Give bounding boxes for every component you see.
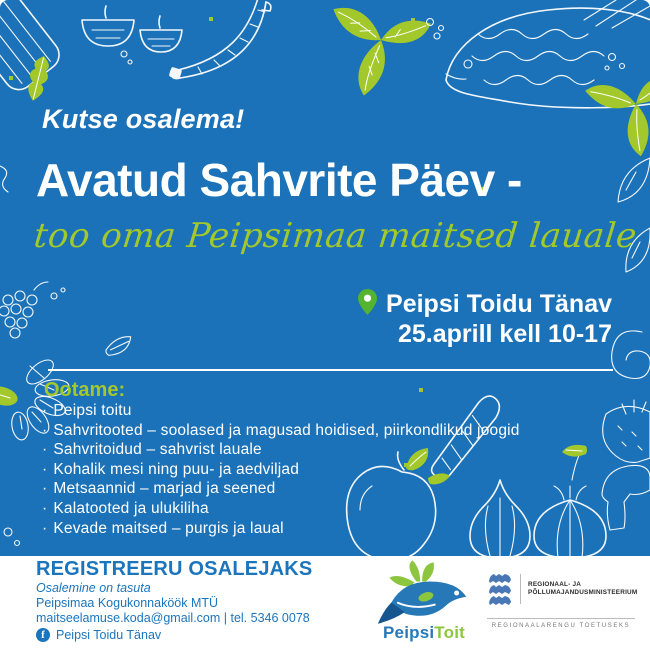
section-divider [48,369,613,371]
mushroom-cups-icon [82,6,182,64]
list-item [42,460,520,480]
list-item-text: Sahvritoidud – sahvrist lauale [53,441,262,459]
arugula-leaf-icon [24,54,53,103]
small-leaf-icon [103,333,135,358]
ministry-tagline: REGIONAALARENGU TOETUSEKS [491,623,631,629]
ministry-name [528,581,637,597]
poster-subtitle-script: too oma Peipsimaa maitsed lauale [31,216,639,256]
banana-icon [169,0,271,80]
bullet: · [42,480,48,498]
ministry-name-line2: PÕLLUMAJANDUSMINISTEERIUM [528,589,638,596]
event-datetime: 25.aprill kell 10-17 [397,320,612,348]
bullet: · [42,402,48,419]
list-item [42,499,520,519]
basil-leaves-icon [333,0,430,96]
poster-footer [0,556,650,649]
list-item [42,519,520,539]
expect-heading: Ootame: [44,379,126,401]
list-item-text: Peipsi toitu [53,402,132,419]
bullet: · [42,441,48,459]
bullet: · [42,421,48,439]
onion-icon [534,486,606,556]
list-item-text: Sahvritooted – soolased ja magusad hoidised, piirkondlikud joogid [53,421,520,439]
estonia-coat-of-arms-icon [487,572,513,606]
berry-cluster-icon [0,282,65,338]
facebook-row [36,628,312,642]
facebook-icon: f [36,628,50,642]
bubbles-icon [427,19,625,71]
list-item [42,479,520,499]
logo-part-peipsi: Peipsi [383,623,435,642]
logo-separator [520,574,521,604]
list-item [42,401,520,421]
event-location: Peipsi Toidu Tänav [386,290,612,318]
basil-leaves-right-icon [585,71,650,156]
event-info [358,289,612,349]
logo-part-toit: Toit [434,623,465,642]
ministry-divider [487,618,635,619]
invite-text: Kutse osalema! [42,104,245,134]
list-item-text: Kalatooted ja ulukiliha [53,499,209,517]
list-item [42,421,520,441]
ministry-name-line1: REGIONAAL- JA [528,581,582,588]
registration-block [36,558,312,642]
register-note: Osalemine on tasuta [36,581,151,595]
facebook-page-name: Peipsi Toidu Tänav [56,628,162,642]
expect-list [42,401,520,538]
bullet: · [42,499,48,517]
leaf-sprigs-icon [612,158,650,379]
peipsitoit-wordmark [370,623,478,643]
list-item [42,440,520,460]
peipsitoit-logo [370,560,478,643]
left-squiggles-icon [0,166,20,546]
bullet: · [42,519,48,537]
bullet: · [42,460,48,478]
strawberry-icon [603,400,650,462]
location-pin-icon [358,289,377,315]
peipsitoit-fish-icon [376,560,472,624]
register-title: REGISTREERU OSALEJAKS [36,558,313,580]
contact-info: maitseelamuse.koda@gmail.com | tel. 5346 0078 [36,611,310,625]
list-item-text: Metsaannid – marjad ja seened [53,480,276,498]
ministry-logo [487,572,642,629]
list-item-text: Kevade maitsed – purgis ja laual [53,519,284,537]
poster-title: Avatud Sahvrite Päev - [36,154,522,206]
list-item-text: Kohalik mesi ning puu- ja aedviljad [53,460,300,478]
event-location-line [358,289,612,319]
mushroom-icon [602,465,650,530]
organizer-name: Peipsimaa Kogukonnaköök MTÜ [36,596,219,610]
